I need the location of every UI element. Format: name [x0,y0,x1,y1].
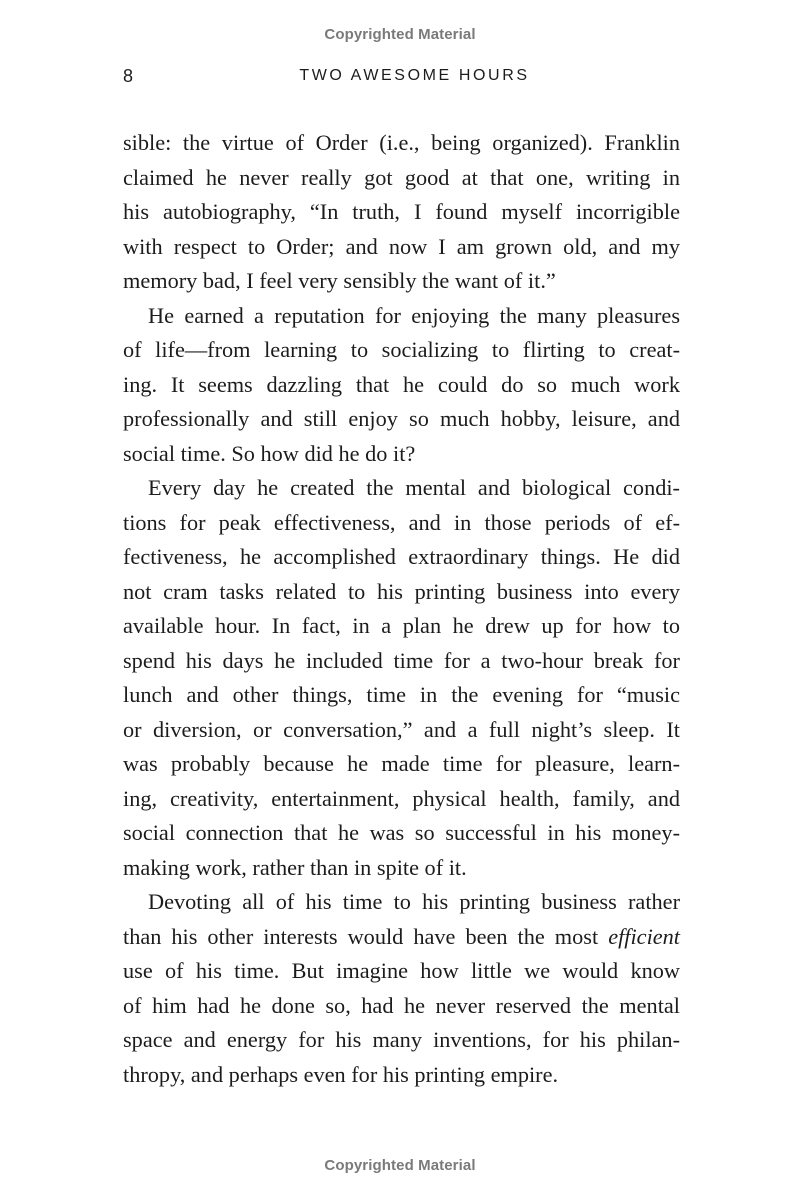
paragraph-3 [123,471,680,885]
text-line: lunch and other things, time in the evening for “music [123,682,680,707]
text-line: memory bad, I feel very sensibly the want of it.” [123,268,556,293]
text-line: making work, rather than in spite of it. [123,854,467,880]
text-line: tions for peak effectiveness, and in those periods of ef- [123,509,680,535]
body-text [123,126,680,1092]
text-line: his autobiography, “In truth, I found myself incorrigible [123,199,680,224]
copyright-watermark-bottom: Copyrighted Material [324,1157,476,1174]
text-line: spend his days he included time for a two-hour break for [123,647,680,673]
paragraph-2 [123,299,680,472]
paragraph-4 [123,885,680,1092]
text-line: ing. It seems dazzling that he could do so much work [123,371,680,397]
text-line: or diversion, or conversation,” and a full night’s sleep. It [123,716,680,742]
text-line: not cram tasks related to his printing business into every [123,578,680,604]
text-line: ing, creativity, entertainment, physical health, family, and [123,785,680,811]
page-number: 8 [123,66,134,86]
emphasized-word: efficient [608,923,680,949]
text-line: fectiveness, he accomplished extraordinary things. He did [123,544,680,569]
copyright-watermark-top: Copyrighted Material [324,26,476,43]
text-line: space and energy for his many inventions, for his philan- [123,1027,680,1052]
text-line: He earned a reputation for enjoying the many pleasures [148,302,680,328]
text-line: thropy, and perhaps even for his printing empire. [123,1061,559,1087]
paragraph-1 [123,126,680,299]
running-head [123,66,680,96]
text-line: available hour. In fact, in a plan he drew up for how to [123,613,680,638]
text-line-with-emphasis [123,920,680,955]
text-line: sible: the virtue of Order (i.e., being organized). Franklin [123,130,680,155]
text-line: use of his time. But imagine how little we would know [123,958,680,983]
running-title: TWO AWESOME HOURS [299,67,530,84]
text-line: social time. So how did he do it? [123,440,416,466]
text-line: of life—from learning to socializing to flirting to creat- [123,337,680,362]
text-line: Devoting all of his time to his printing business rather [148,889,680,914]
text-line: professionally and still enjoy so much hobby, leisure, and [123,406,680,431]
text-line: social connection that he was so successful in his money- [123,820,680,845]
text-line: claimed he never really got good at that one, writing in [123,164,680,190]
text-line: was probably because he made time for pleasure, learn- [123,751,680,776]
text-line: Every day he created the mental and biological condi- [148,475,680,500]
text-line: with respect to Order; and now I am grown old, and my [123,233,680,259]
text-fragment: than his other interests would have been the most [123,923,599,949]
text-line: of him had he done so, had he never reserved the mental [123,992,680,1018]
